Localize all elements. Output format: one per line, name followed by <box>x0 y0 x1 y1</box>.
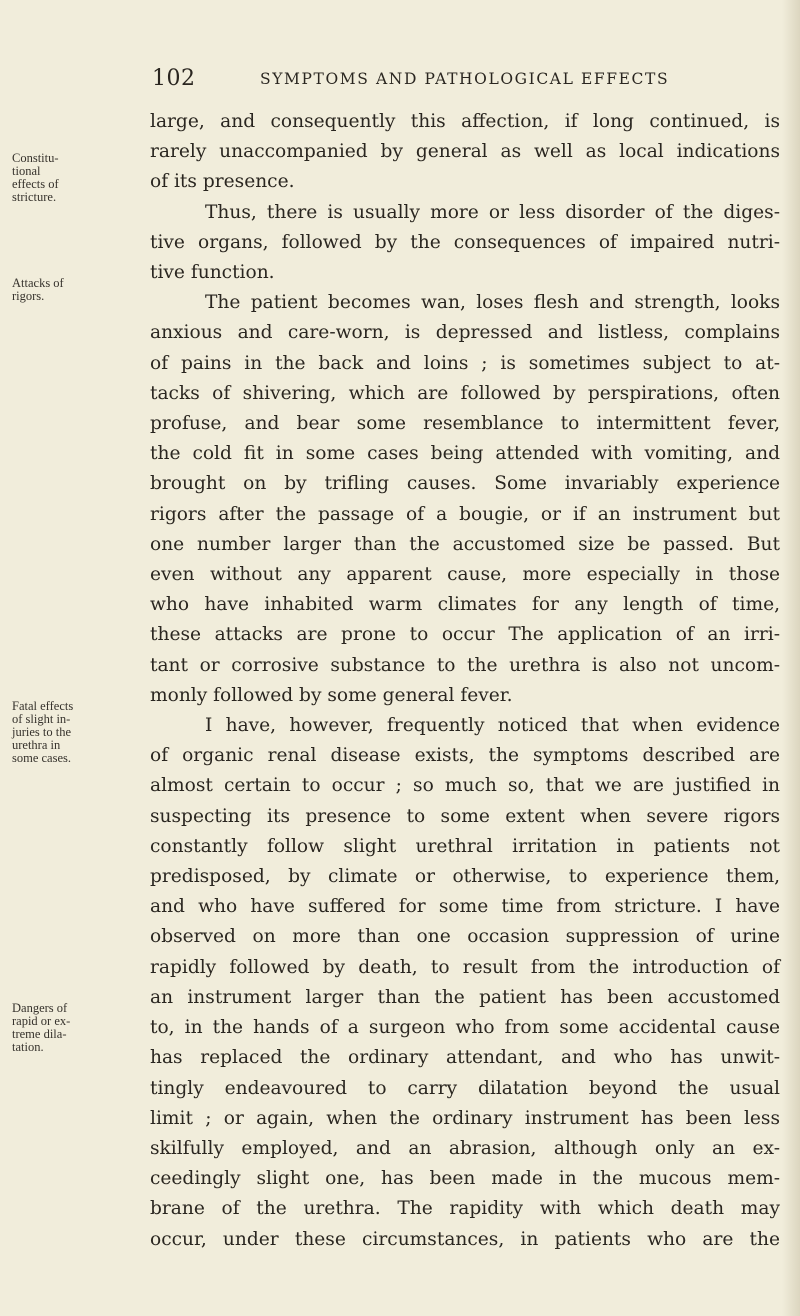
text-line: profuse, and bear some resemblance to intermittent fever, <box>150 413 780 435</box>
text-line: occur, under these circumstances, in patients who are the <box>150 1228 780 1250</box>
text-line: brought on by trifling causes. Some invariably experience <box>150 473 780 495</box>
margin-note-line: Attacks of <box>12 276 64 290</box>
text-line: suspecting its presence to some extent when severe rigors <box>150 805 780 827</box>
text-line: of its presence. <box>150 171 295 193</box>
text-line: one number larger than the accustomed size be passed. But <box>150 533 780 555</box>
margin-note-line: treme dila- <box>12 1027 67 1041</box>
margin-note-line: tation. <box>12 1040 44 1054</box>
page-number: 102 <box>152 66 196 91</box>
text-line: tive function. <box>150 262 275 284</box>
text-line: has replaced the ordinary attendant, and who has unwit- <box>150 1047 780 1069</box>
text-line: ceedingly slight one, has been made in the mucous mem- <box>150 1168 780 1190</box>
margin-note-fatal-effects <box>12 700 142 765</box>
page-header <box>0 66 800 96</box>
text-line: large, and consequently this affection, if long continued, is <box>150 111 780 132</box>
margin-note-line: rapid or ex- <box>12 1014 71 1028</box>
text-line: tingly endeavoured to carry dilatation beyond the usual <box>150 1077 780 1099</box>
text-line: The patient becomes wan, loses flesh and strength, looks <box>205 292 780 314</box>
margin-note-line: effects of <box>12 177 59 191</box>
text-line: an instrument larger than the patient has been accustomed <box>150 986 780 1008</box>
text-line: rigors after the passage of a bougie, or if an instrument but <box>150 503 780 525</box>
text-line: to, in the hands of a surgeon who from some accidental cause <box>150 1017 780 1039</box>
text-line: Thus, there is usually more or less disorder of the diges- <box>205 201 780 223</box>
running-head: SYMPTOMS AND PATHOLOGICAL EFFECTS <box>260 70 670 88</box>
text-line: predisposed, by climate or otherwise, to experience them, <box>150 866 780 888</box>
text-line: tant or corrosive substance to the urethra is also not uncom- <box>150 654 780 676</box>
margin-note-line: juries to the <box>12 725 72 739</box>
text-line: skilfully employed, and an abrasion, although only an ex- <box>150 1137 780 1159</box>
margin-note-line: some cases. <box>12 751 72 765</box>
text-line: these attacks are prone to occur The application of an irri- <box>150 624 780 646</box>
margin-note-line: stricture. <box>12 190 57 204</box>
margin-note-dangers-of-dilatation <box>12 1002 142 1054</box>
body-text <box>150 107 780 1255</box>
text-line: and who have suffered for some time from stricture. I have <box>150 896 780 918</box>
text-line: constantly follow slight urethral irritation in patients not <box>150 835 780 857</box>
text-line: observed on more than one occasion suppression of urine <box>150 926 780 948</box>
margin-note-line: Constitu- <box>12 151 59 165</box>
margin-note-line: Fatal effects <box>12 699 74 713</box>
text-line: brane of the urethra. The rapidity with which death may <box>150 1198 780 1220</box>
text-line: who have inhabited warm climates for any length of time, <box>150 594 780 616</box>
text-line: even without any apparent cause, more especially in those <box>150 564 780 586</box>
margin-note-line: urethra in <box>12 738 61 752</box>
text-line: the cold fit in some cases being attended with vomiting, and <box>150 443 780 465</box>
margin-note-line: of slight in- <box>12 712 71 726</box>
text-line: rapidly followed by death, to result from the introduction of <box>150 956 780 978</box>
text-line: tive organs, followed by the consequences of impaired nutri- <box>150 231 780 253</box>
margin-note-line: tional <box>12 164 41 178</box>
text-line: rarely unaccompanied by general as well as local indications <box>150 141 780 163</box>
margin-note-attacks-of-rigors <box>12 277 142 303</box>
text-line: limit ; or again, when the ordinary instrument has been less <box>150 1107 780 1129</box>
margin-note-constitutional-effects <box>12 152 142 204</box>
margin-note-line: rigors. <box>12 289 45 303</box>
text-line: anxious and care-worn, is depressed and listless, complains <box>150 322 780 344</box>
page-edge-shadow <box>782 0 800 1316</box>
text-line: almost certain to occur ; so much so, that we are justified in <box>150 775 780 797</box>
text-line: monly followed by some general fever. <box>150 684 513 706</box>
text-line: I have, however, frequently noticed that when evidence <box>205 715 780 737</box>
text-line: tacks of shivering, which are followed by perspirations, often <box>150 382 780 404</box>
text-line: of organic renal disease exists, the symptoms described are <box>150 745 780 767</box>
margin-note-line: Dangers of <box>12 1001 68 1015</box>
text-line: of pains in the back and loins ; is sometimes subject to at- <box>150 352 780 374</box>
